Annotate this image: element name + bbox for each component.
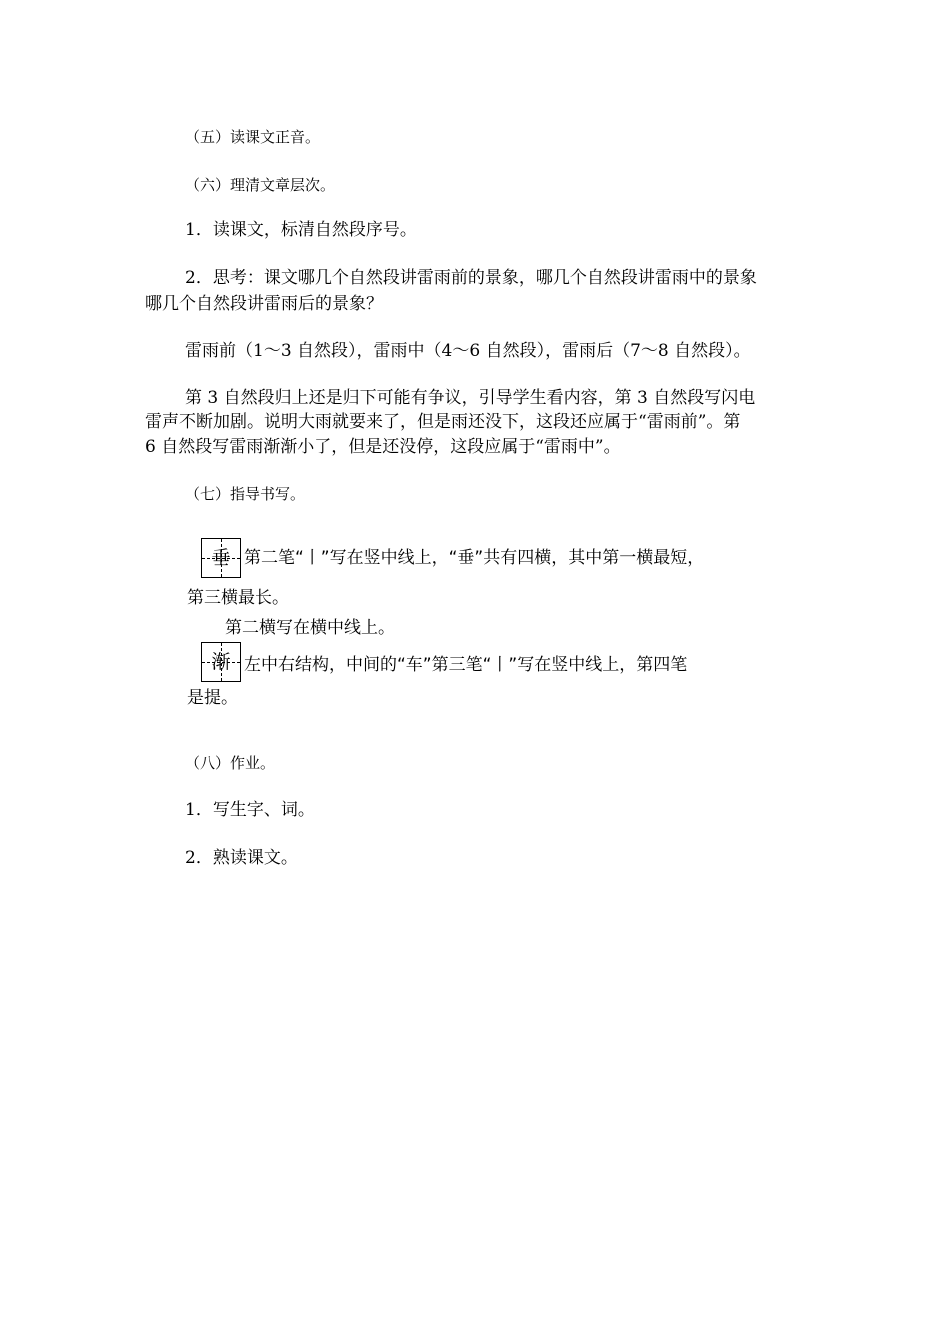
section-8-item-1: 1．写生字、词。 [185, 800, 315, 820]
section-6-note-line-1: 第 3 自然段归上还是归下可能有争议，引导学生看内容，第 3 自然段写闪电 [185, 388, 756, 408]
section-6-item-2-line-1: 2．思考：课文哪几个自然段讲雷雨前的景象，哪几个自然段讲雷雨中的景象 [185, 268, 757, 288]
grid-character: 垂 [211, 547, 231, 569]
section-6-item-1: 1．读课文，标清自然段序号。 [185, 220, 417, 240]
section-5-heading: （五）读课文正音。 [185, 128, 321, 146]
section-8-item-2: 2．熟读课文。 [185, 848, 298, 868]
char1-instruction-line-3: 第二横写在横中线上。 [225, 618, 395, 638]
section-8-heading: （八）作业。 [185, 754, 276, 772]
grid-character: 渐 [211, 651, 231, 673]
section-6-note-line-3: 6 自然段写雷雨渐渐小了，但是还没停，这段应属于“雷雨中”。 [145, 437, 621, 457]
character-grid-jian [201, 642, 241, 682]
char2-instruction-line-2: 是提。 [187, 688, 238, 708]
section-6-heading: （六）理清文章层次。 [185, 176, 336, 194]
char1-instruction-line-1: 第二笔“丨”写在竖中线上，“垂”共有四横，其中第一横最短， [244, 548, 705, 568]
character-grid-chui [201, 538, 241, 578]
section-7-heading: （七）指导书写。 [185, 485, 306, 503]
section-6-answer: 雷雨前（1～3 自然段），雷雨中（4～6 自然段），雷雨后（7～8 自然段）。 [185, 341, 751, 361]
section-6-item-2-line-2: 哪几个自然段讲雷雨后的景象？ [145, 294, 383, 314]
char2-instruction-line-1: 左中右结构，中间的“车”第三笔“丨”写在竖中线上，第四笔 [244, 655, 688, 675]
char1-instruction-line-2: 第三横最长。 [187, 588, 289, 608]
section-6-note-line-2: 雷声不断加剧。说明大雨就要来了，但是雨还没下，这段还应属于“雷雨前”。第 [145, 412, 741, 432]
